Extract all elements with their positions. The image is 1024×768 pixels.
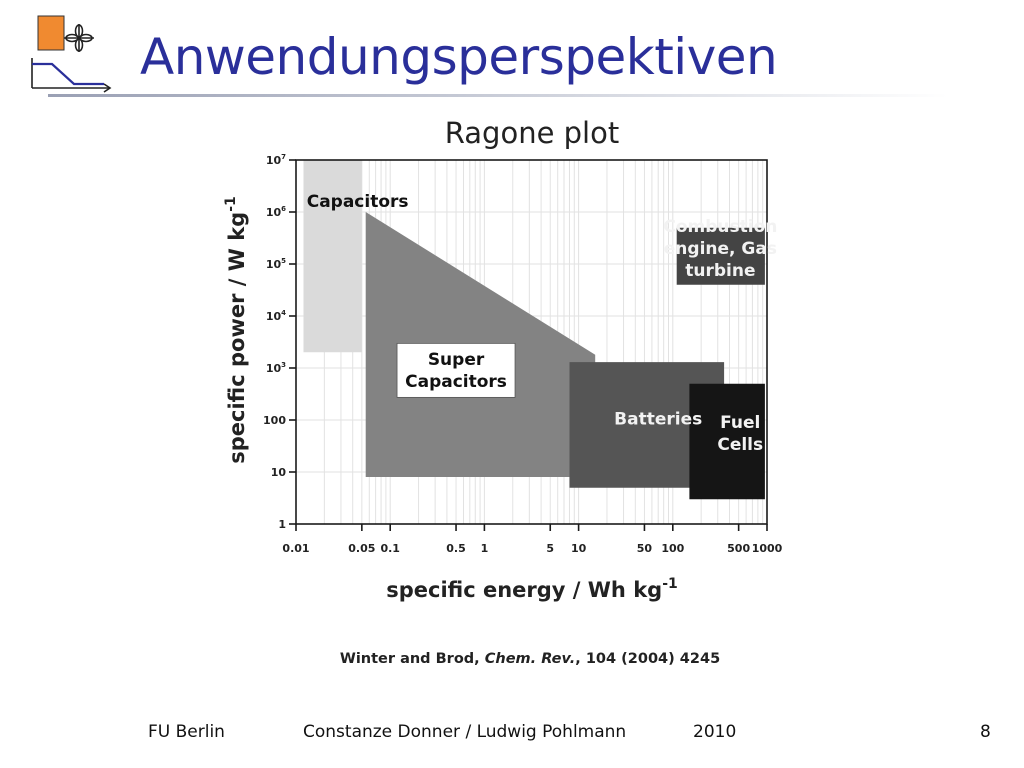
footer-page-number: 8 bbox=[980, 722, 991, 742]
footer-year: 2010 bbox=[693, 722, 737, 742]
x-tick-label-8: 100 bbox=[661, 542, 685, 555]
y-tick-label-base-5: 10 bbox=[265, 258, 282, 271]
y-axis-label-exponent: -1 bbox=[223, 196, 239, 212]
region-label-line: turbine bbox=[685, 260, 756, 281]
y-axis-label bbox=[223, 196, 249, 464]
region-label-capacitors bbox=[307, 192, 409, 212]
x-tick-label-1: 0.05 bbox=[348, 542, 376, 555]
citation-journal: Chem. Rev. bbox=[484, 651, 576, 667]
region-label-line: Capacitors bbox=[405, 371, 507, 392]
y-tick-label-2: 100 bbox=[263, 414, 286, 427]
y-tick-label-base-4: 10 bbox=[265, 310, 282, 323]
x-axis bbox=[282, 524, 782, 555]
x-tick-label-6: 10 bbox=[570, 542, 587, 555]
y-tick-label-exp-3: 3 bbox=[281, 361, 286, 369]
y-tick-label-4 bbox=[266, 309, 286, 323]
y-tick-label-base-3: 10 bbox=[265, 362, 282, 375]
region-label-line: Cells bbox=[717, 435, 764, 456]
y-tick-label-exp-6: 6 bbox=[281, 205, 286, 213]
y-tick-label-1: 10 bbox=[270, 466, 286, 479]
region-label-line: Fuel bbox=[720, 413, 761, 434]
y-tick-label-5 bbox=[266, 257, 286, 271]
y-tick-label-exp-5: 5 bbox=[281, 257, 286, 265]
y-axis-label-text: specific power / W kg bbox=[225, 211, 249, 464]
x-axis-label-text: specific energy / Wh kg bbox=[386, 578, 663, 602]
x-tick-label-3: 0.5 bbox=[446, 542, 466, 555]
citation-authors: Winter and Brod, bbox=[339, 651, 480, 667]
region-label-batteries bbox=[614, 409, 702, 429]
chart-title: Ragone plot bbox=[444, 116, 620, 150]
region-label-line: Batteries bbox=[614, 409, 703, 430]
citation-details: , 104 (2004) 4245 bbox=[575, 651, 721, 667]
x-tick-label-10: 1000 bbox=[751, 542, 783, 555]
region-label-line: Super bbox=[427, 349, 485, 370]
y-tick-label-base-7: 10 bbox=[265, 154, 282, 167]
y-axis bbox=[263, 153, 296, 531]
region-label-line: Capacitors bbox=[306, 191, 409, 212]
chart-source-citation bbox=[340, 651, 720, 667]
y-tick-label-exp-7: 7 bbox=[281, 153, 286, 161]
x-tick-label-5: 5 bbox=[546, 542, 555, 555]
region-label-line: engine, Gas bbox=[663, 238, 777, 259]
x-tick-label-9: 500 bbox=[727, 542, 751, 555]
footer-authors: Constanze Donner / Ludwig Pohlmann bbox=[303, 722, 627, 742]
y-tick-label-6 bbox=[266, 205, 286, 219]
y-tick-label-base-6: 10 bbox=[265, 206, 282, 219]
x-tick-label-7: 50 bbox=[636, 542, 653, 555]
y-tick-label-3 bbox=[266, 361, 286, 375]
x-tick-label-4: 1 bbox=[480, 542, 489, 555]
x-tick-label-0: 0.01 bbox=[282, 542, 310, 555]
region-label-line: Combustion bbox=[663, 216, 778, 237]
y-tick-label-7 bbox=[266, 153, 286, 167]
footer-institution: FU Berlin bbox=[148, 722, 225, 742]
slide-title: Anwendungsperspektiven bbox=[140, 28, 778, 86]
region-capacitors bbox=[304, 160, 362, 352]
y-tick-label-0: 1 bbox=[278, 518, 286, 531]
y-tick-label-exp-4: 4 bbox=[281, 309, 286, 317]
x-axis-label-exponent: -1 bbox=[662, 576, 678, 592]
x-tick-label-2: 0.1 bbox=[380, 542, 400, 555]
x-axis-label bbox=[386, 576, 678, 602]
